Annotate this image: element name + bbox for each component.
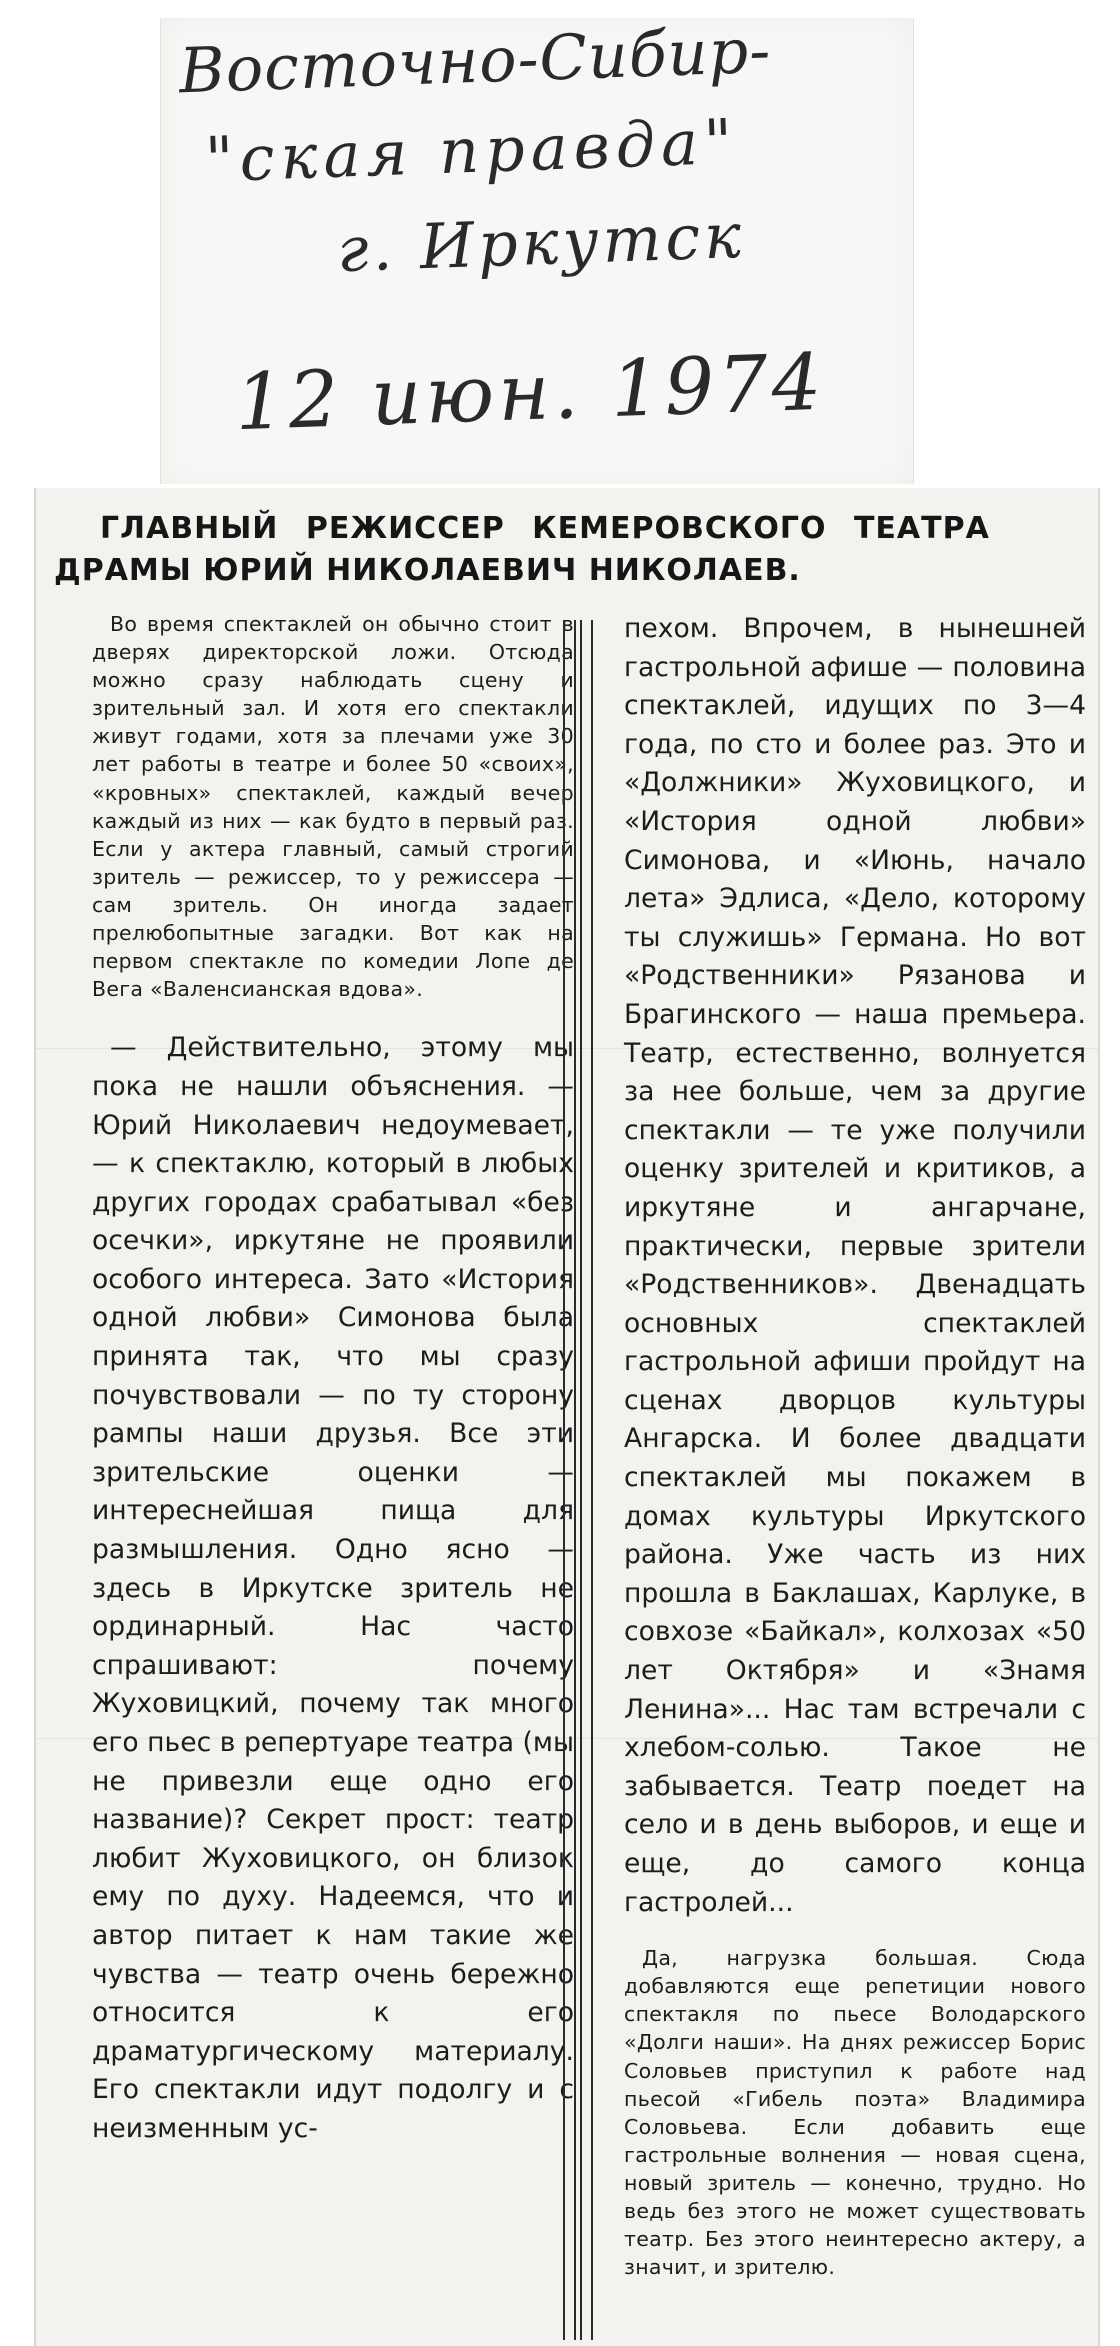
note-newspaper-name-line2: "ская правда" <box>203 104 740 197</box>
paragraph-interview: — Действительно, этому мы пока не нашли объяснения. — Юрий Николаевич недоумевает, — к спектаклю, который в любых других городах срабатывал «без осечки», иркутяне не проявили особого интереса. Зато «История одной любви» Симонова была принята так, что мы сразу почувствовали — по ту сторону рампы наши друзья. Все эти зрительские оценки — интереснейшая пища для размышления. Одно ясно — здесь в Иркутске зритель не ординарный. Нас часто спрашивают: почему Жуховицкий, почему так много его пьес в репертуаре театра (мы не привезли еще одно его название)? Секрет прост: театр любит Жуховицкого, он близок ему по духу. Надеемся, что и автор питает к нам такие же чувства — театр очень бережно относится к его драматургическому материалу. Его спектакли идут подолгу и с неизменным ус- <box>92 1032 574 2144</box>
headline-line1: ГЛАВНЫЙ РЕЖИССЕР КЕМЕРОВСКОГО ТЕАТРА <box>100 511 990 546</box>
article-column-right <box>624 610 1086 2281</box>
handwritten-source-note <box>160 13 914 484</box>
note-city: г. Иркутск <box>335 198 747 287</box>
note-date: 12 июн. 1974 <box>233 337 827 449</box>
paragraph-repertoire: пехом. Впрочем, в нынешней гастрольной афише — половина спектаклей, идущих по 3—4 года, по сто и более раз. Это и «Должники» Жуховицкого, и «История одной любви» Симонова, и «Июнь, начало лета» Эдлиса, «Дело, которому ты служишь» Германа. Но вот «Родственники» Рязанова и Брагинского — наша премьера. Театр, естественно, волнуется за нее больше, чем за другие спектакли — те уже получили оценку зрителей и критиков, а иркутяне и ангарчане, практически, первые зрители «Родственников». Двенадцать основных спектаклей гастрольной афиши пройдут на сценах дворцов культуры Ангарска. И более двадцати спектаклей мы покажем в домах культуры Иркутского района. Уже часть из них прошла в Баклашах, Карлуке, в совхозе «Байкал», колхозах «50 лет Октября» и «Знамя Ленина»... Нас там встречали с хлебом-солью. Такое не забывается. Театр поедет на село и в день выборов, и еще и еще, до самого конца гастролей... <box>624 613 1086 1918</box>
article-headline <box>54 508 1084 592</box>
paragraph-workload: Да, нагрузка большая. Сюда добавляются еще репетиции нового спектакля по пьесе Володарского «Долги наши». На днях режиссер Борис Соловьев приступил к работе над пьесой «Гибель поэта» Владимира Соловьева. Если добавить еще гастрольные волнения — новая сцена, новый зритель — конечно, трудно. Но ведь без этого не может существовать театр. Без этого неинтересно актеру, а значит, и зрителю. <box>624 1946 1086 2280</box>
newspaper-clipping <box>34 488 1100 2346</box>
column-divider <box>563 620 593 2340</box>
note-newspaper-name-line1: Восточно-Сибир- <box>177 13 773 108</box>
article-column-left <box>92 610 574 2149</box>
paragraph-intro: Во время спектаклей он обычно стоит в дверях директорской ложи. Отсюда можно сразу наблюдать сцену и зрительный зал. И хотя его спектакли живут годами, хотя за плечами уже 30 лет работы в театре и более 50 «своих», «кровных» спектаклей, каждый вечер каждый из них — как будто в первый раз. Если у актера главный, самый строгий зритель — режиссер, то у режиссера — сам зритель. Он иногда задает прелюбопытные загадки. Вот как на первом спектакле по комедии Лопе де Вега «Валенсианская вдова». <box>92 612 574 1002</box>
headline-line2: ДРАМЫ ЮРИЙ НИКОЛАЕВИЧ НИКОЛАЕВ. <box>54 553 801 588</box>
